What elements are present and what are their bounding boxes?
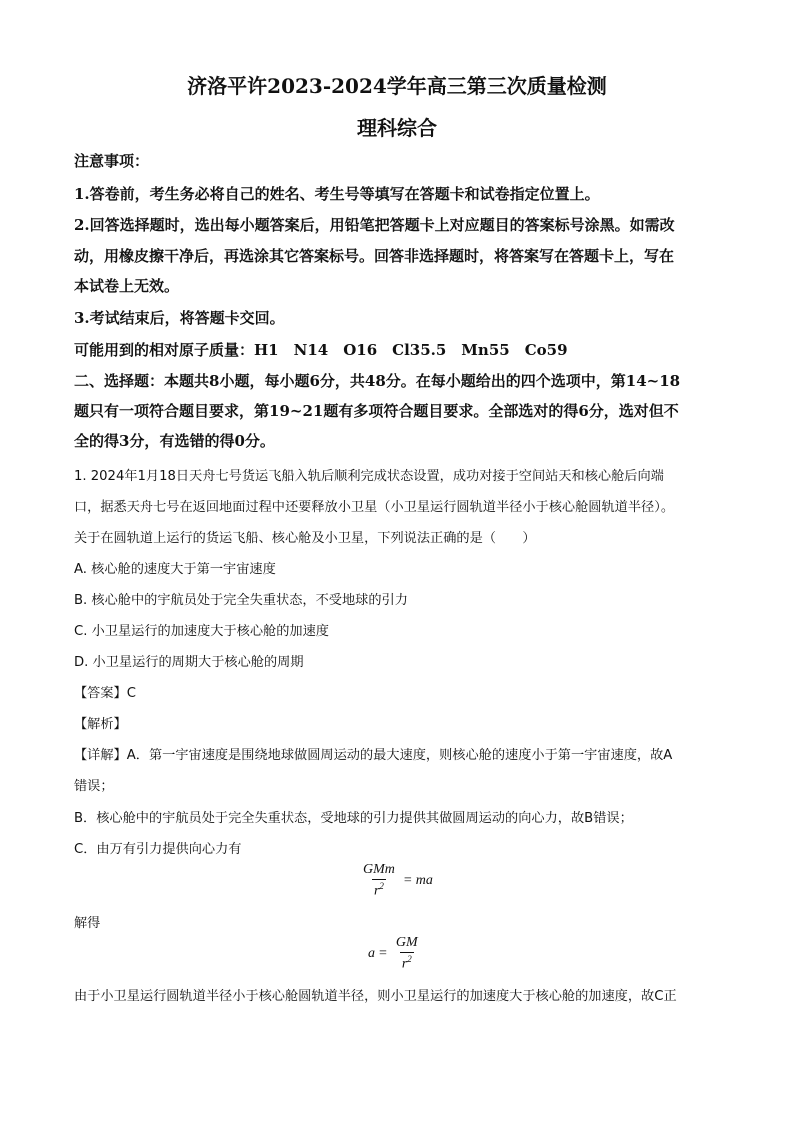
- option-c: C. 小卫星运行的加速度大于核心舱的加速度: [74, 624, 329, 639]
- section-heading-line-2: 题只有一项符合题目要求，第19~21题有多项符合题目要求。全部选对的得6分，选对但不: [74, 402, 679, 420]
- option-b: B. 核心舱中的宇航员处于完全失重状态，不受地球的引力: [74, 593, 408, 608]
- formula-2-fraction: [394, 935, 420, 973]
- formula-acceleration: [368, 935, 423, 973]
- analysis-label: 【解析】: [74, 717, 127, 732]
- notice-item-2-line-3: 本试卷上无效。: [74, 277, 180, 295]
- formula-2-den-base: r: [401, 956, 408, 972]
- detail-line-2: 错误；: [74, 779, 114, 794]
- section-heading-line-3: 全的得3分，有选错的得0分。: [74, 432, 275, 450]
- formula-1-den-exponent: 2: [379, 881, 384, 891]
- formula-1-equals: =: [403, 872, 412, 888]
- formula-2-lhs: a: [368, 945, 375, 961]
- notice-item-2-line-2: 动，用橡皮擦干净后，再选涂其它答案标号。回答非选择题时，将答案写在答题卡上，写在: [74, 247, 675, 265]
- detail-solve-label: 解得: [74, 916, 101, 931]
- question-stem-line-1: 1. 2024年1月18日天舟七号货运飞船入轨后顺利完成状态设置，成功对接于空间站天和核心舱后向端: [74, 469, 664, 484]
- atomic-mass-line: 可能用到的相对原子质量：H1 N14 O16 Cl35.5 Mn55 Co59: [74, 341, 568, 359]
- notice-heading: 注意事项：: [74, 152, 150, 170]
- notice-item-2-line-1: 2.回答选择题时，选出每小题答案后，用铅笔把答题卡上对应题目的答案标号涂黑。如需改: [74, 216, 675, 234]
- exam-title: 济洛平许2023-2024学年高三第三次质量检测: [187, 74, 607, 98]
- option-a: A. 核心舱的速度大于第一宇宙速度: [74, 562, 276, 577]
- notice-item-1: 1.答卷前，考生务必将自己的姓名、考生号等填写在答题卡和试卷指定位置上。: [74, 185, 600, 203]
- formula-gravity-equation: [358, 862, 433, 900]
- formula-1-den-base: r: [373, 883, 380, 899]
- question-stem-line-2: 口，据悉天舟七号在返回地面过程中还要释放小卫星（小卫星运行圆轨道半径小于核心舱圆轨道半径）。: [74, 500, 675, 515]
- detail-line-3: B．核心舱中的宇航员处于完全失重状态，受地球的引力提供其做圆周运动的向心力，故B错误；: [74, 811, 633, 826]
- exam-subtitle: 理科综合: [357, 116, 437, 140]
- formula-2-equals: =: [379, 945, 387, 961]
- formula-2-numerator: GM: [395, 935, 418, 950]
- answer-label: 【答案】C: [74, 686, 136, 701]
- formula-1-numerator: GMm: [363, 862, 395, 877]
- question-stem-line-3: 关于在圆轨道上运行的货运飞船、核心舱及小卫星，下列说法正确的是（ ）: [74, 531, 536, 546]
- formula-1-fraction: [361, 862, 397, 900]
- formula-1-rhs: ma: [415, 872, 433, 888]
- formula-2-denominator: [400, 952, 414, 973]
- formula-1-denominator: [372, 879, 386, 900]
- section-heading-line-1: 二、选择题：本题共8小题，每小题6分，共48分。在每小题给出的四个选项中，第14~18: [74, 372, 681, 390]
- notice-item-3: 3.考试结束后，将答题卡交回。: [74, 309, 285, 327]
- formula-2-den-exponent: 2: [407, 954, 412, 964]
- detail-line-1: 【详解】A．第一宇宙速度是围绕地球做圆周运动的最大速度，则核心舱的速度小于第一宇宙速度，故A: [74, 748, 673, 763]
- detail-line-5: 由于小卫星运行圆轨道半径小于核心舱圆轨道半径，则小卫星运行的加速度大于核心舱的加速度，故C正: [74, 989, 677, 1004]
- option-d: D. 小卫星运行的周期大于核心舱的周期: [74, 655, 304, 670]
- detail-line-4: C．由万有引力提供向心力有: [74, 842, 242, 857]
